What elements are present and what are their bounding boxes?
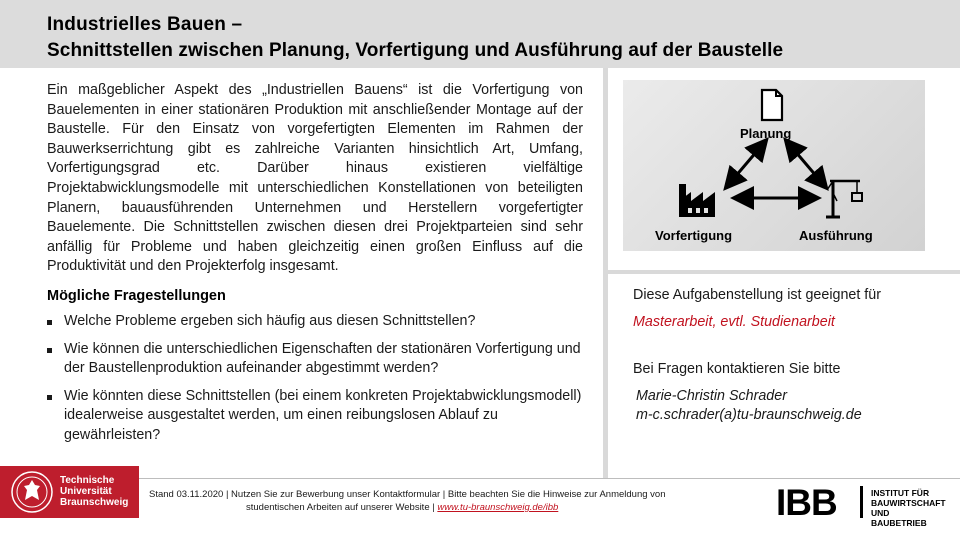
document-icon — [762, 90, 782, 120]
arrows — [729, 144, 823, 198]
website-link[interactable]: www.tu-braunschweig.de/ibb — [437, 502, 559, 513]
ibb-logo: IBB — [776, 482, 837, 523]
header-bar — [0, 0, 960, 68]
questions-list — [47, 312, 582, 454]
diagram-label-ausfuehrung: Ausführung — [799, 228, 873, 243]
suitability-value: Masterarbeit, evtl. Studienarbeit — [633, 314, 835, 330]
factory-icon — [679, 184, 715, 217]
bullet-icon — [47, 348, 52, 353]
list-item: Wie können die unterschiedlichen Eigenschaften der stationären Vorfertigung und der Baustellenproduktion aufeinander abgestimmt werden? — [47, 340, 582, 379]
footer-line1: Stand 03.11.2020 | Nutzen Sie zur Bewerbung unser Kontaktformular | Bitte beachten Sie die Hinweise zur Anmeldung von — [149, 489, 666, 500]
tu-braunschweig-logo — [0, 466, 139, 518]
list-item: Welche Probleme ergeben sich häufig aus diesen Schnittstellen? — [47, 312, 582, 332]
page-title-line1: Industrielles Bauen – — [47, 14, 243, 35]
tu-logo-text: Technische Universität Braunschweig — [60, 475, 129, 508]
horizontal-divider — [608, 270, 960, 274]
diagram-graphics — [623, 80, 925, 251]
footer-text — [149, 488, 759, 514]
footer-divider — [0, 478, 960, 479]
contact-label: Bei Fragen kontaktieren Sie bitte — [633, 361, 841, 377]
diagram-label-planung: Planung — [740, 126, 792, 141]
footer-line2: studentischen Arbeiten auf unserer Website | www.tu-braunschweig.de/ibb — [246, 502, 559, 513]
diagram-label-vorfertigung: Vorfertigung — [655, 228, 733, 243]
crane-icon — [826, 181, 862, 217]
contact-email: m-c.schrader(a)tu-braunschweig.de — [636, 407, 862, 423]
suitability-label: Diese Aufgabenstellung ist geeignet für — [633, 287, 881, 303]
questions-heading: Mögliche Fragestellungen — [47, 288, 226, 304]
bullet-icon — [47, 395, 52, 400]
university-seal-icon — [10, 470, 54, 514]
contact-name: Marie-Christin Schrader — [636, 388, 787, 404]
process-diagram — [623, 80, 925, 251]
ibb-logo-bar — [860, 486, 863, 518]
page-title-line2: Schnittstellen zwischen Planung, Vorfertigung und Ausführung auf der Baustelle — [47, 40, 784, 61]
list-item: Wie könnten diese Schnittstellen (bei einem konkreten Projektabwicklungsmodell) idealerweise ausgestaltet werden, um einen reibungslosen Ablauf zu gewährleisten? — [47, 387, 582, 446]
intro-paragraph: Ein maßgeblicher Aspekt des „Industriellen Bauens“ ist die Vorfertigung von Bauelementen in einer stationären Produktion mit anschließender Montage auf der Baustelle. Für den Einsatz von vorgefertigten Elementen im Rahmen der Bauwerkserrichtung gibt es zahlreiche Varianten hinsichtlich Art, Umfang, Vorfertigungsgrad etc. Darüber hinaus existieren vielfältige Projektabwicklungsmodelle mit unterschiedlichen Konstellationen von beteiligten Planern, bauausführenden Unternehmen und Herstellern vorgefertigter Bauelemente. Die Schnittstellen zwischen diesen drei Projektparteien sind sehr anfällig für Probleme und haben gleichzeitig einen großen Einfluss auf die Produktivität und den Projekterfolg insgesamt. — [47, 82, 583, 275]
ibb-institute-name: INSTITUT FÜR BAUWIRTSCHAFT UND BAUBETRIEB — [871, 488, 946, 528]
bullet-icon — [47, 320, 52, 325]
